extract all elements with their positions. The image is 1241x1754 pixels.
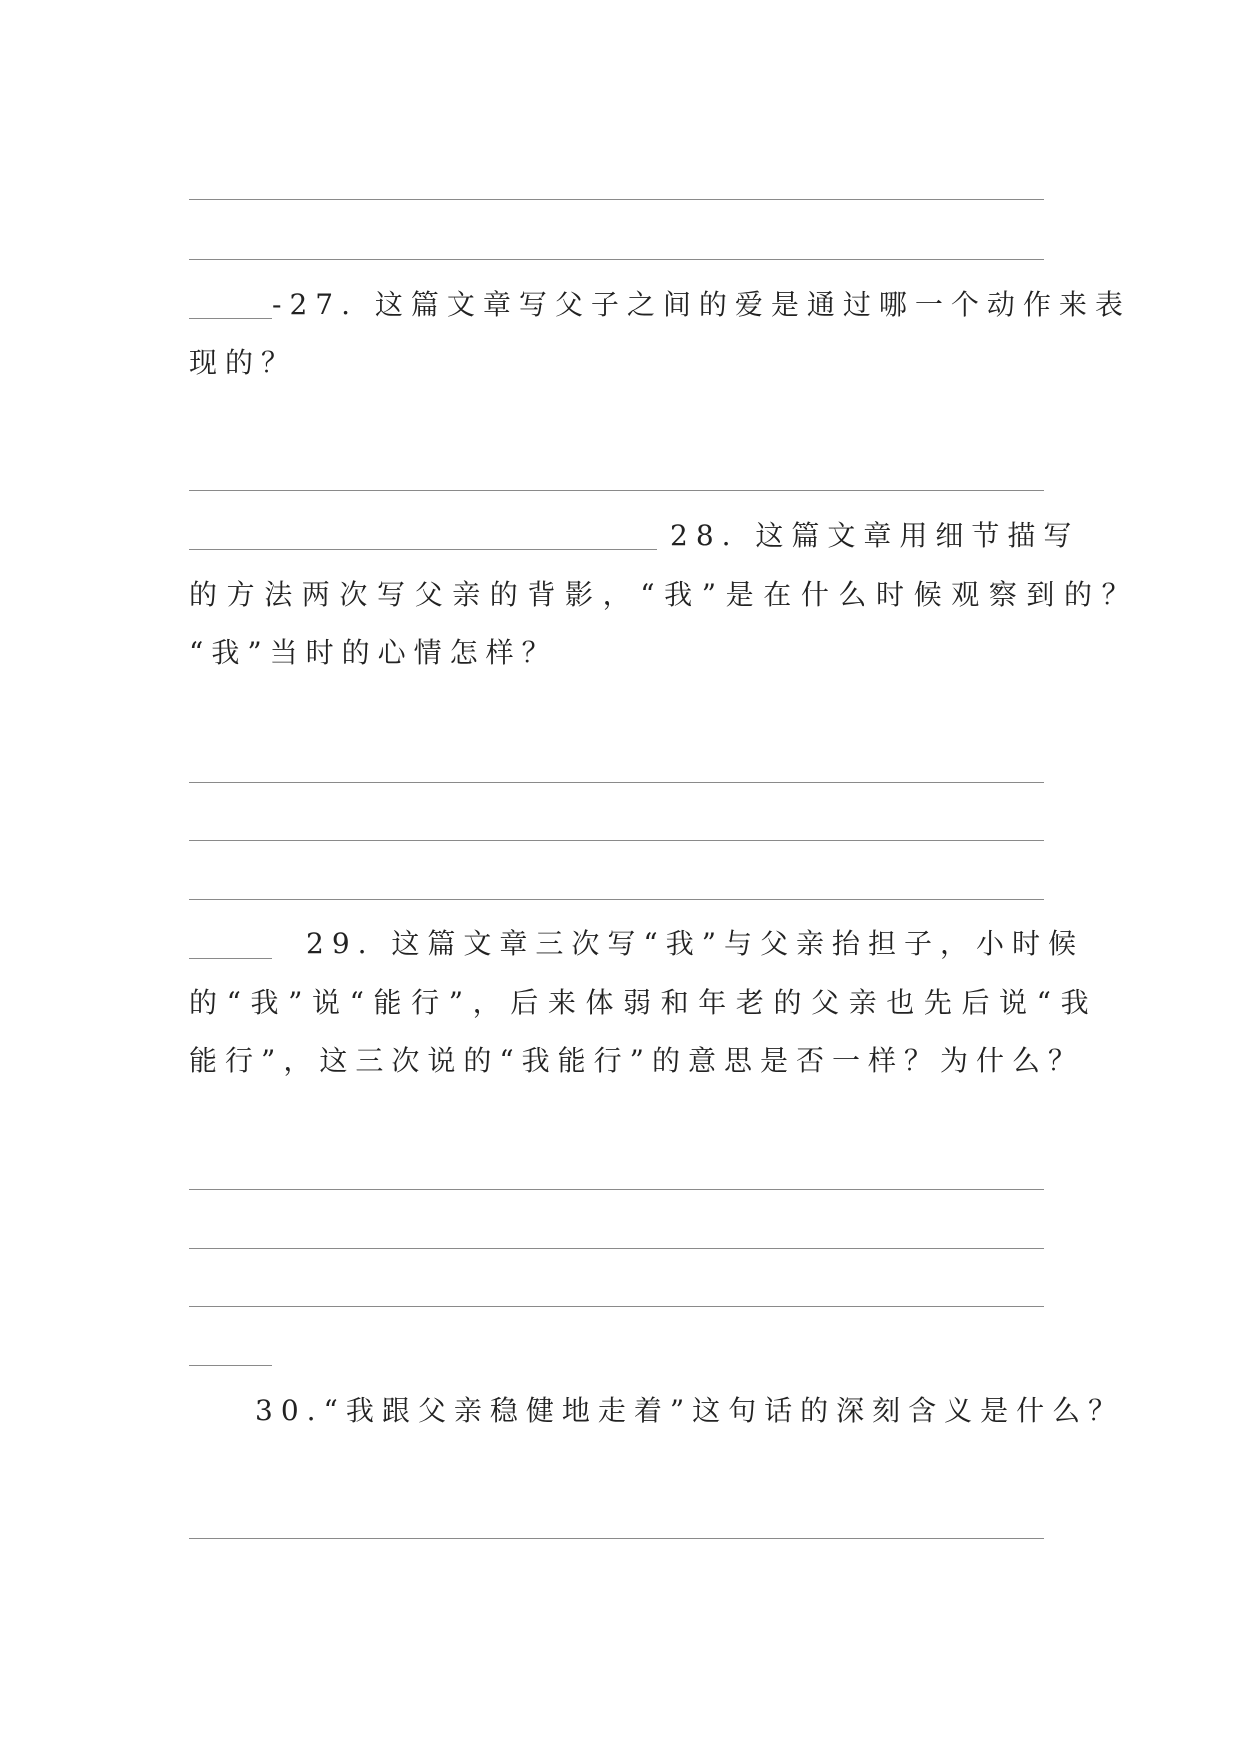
question-28-line-3: “我”当时的心情怎样？ [189,636,558,669]
question-28-line-1: 28. 这篇文章用细节描写 [670,519,1080,552]
answer-blank [189,549,657,550]
answer-line [189,899,1044,900]
question-28-line-2: 的方法两次写父亲的背影，“我”是在什么时候观察到的？ [189,578,1140,611]
answer-line [189,782,1044,783]
answer-blank [189,958,272,959]
answer-blank [189,1365,272,1366]
answer-line [189,840,1044,841]
answer-blank [189,318,272,319]
question-29-line-2: 的“我”说“能行”，后来体弱和年老的父亲也先后说“我 [189,986,1099,1019]
answer-line [189,199,1044,200]
answer-line [189,259,1044,260]
question-29-line-3: 能行”，这三次说的“我能行”的意思是否一样？为什么？ [189,1044,1084,1077]
answer-line [189,1306,1044,1307]
question-29-line-1: 29. 这篇文章三次写“我”与父亲抬担子，小时候 [306,927,1085,960]
question-27-line-2: 现的？ [189,346,298,379]
answer-line [189,1189,1044,1190]
answer-line [189,1248,1044,1249]
answer-line [189,490,1044,491]
answer-line [189,1538,1044,1539]
question-30-line-1: 30.“我跟父亲稳健地走着”这句话的深刻含义是什么？ [255,1394,1125,1427]
question-27-line-1: -27. 这篇文章写父子之间的爱是通过哪一个动作来表 [272,288,1131,321]
